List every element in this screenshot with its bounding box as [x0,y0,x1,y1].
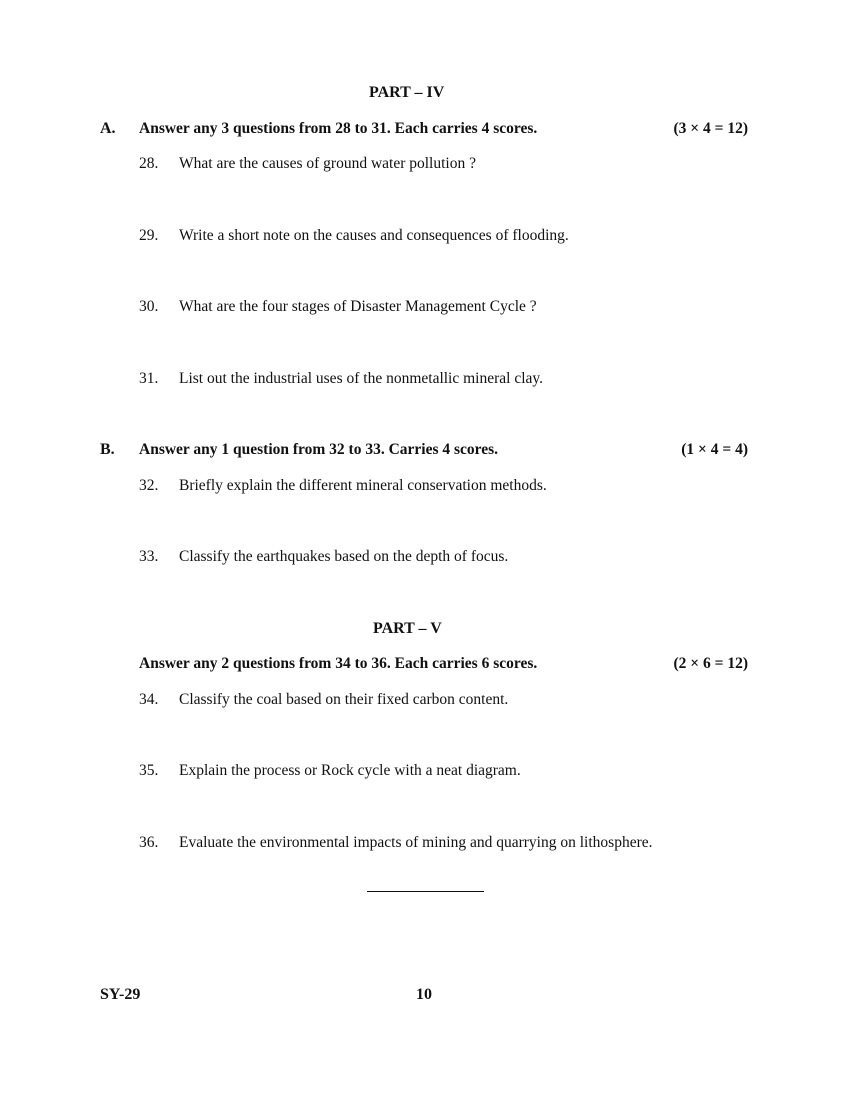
question-text: Evaluate the environmental impacts of mining and quarrying on lithosphere. [179,834,653,851]
question-number: 36. [139,834,159,851]
footer-code: SY-29 [100,986,141,1003]
question-text: Classify the earthquakes based on the depth of focus. [179,548,509,565]
question-text: Write a short note on the causes and consequences of flooding. [179,227,569,244]
section-b-letter: B. [100,441,115,458]
end-of-paper-rule [367,891,484,892]
question-text: Classify the coal based on their fixed carbon content. [179,691,509,708]
part-v-title: PART – V [373,620,442,637]
question-text: What are the causes of ground water pollution ? [179,155,476,172]
question-number: 30. [139,298,159,315]
question-number: 35. [139,762,159,779]
part-v-marks: (2 × 6 = 12) [673,655,748,672]
question-text: Explain the process or Rock cycle with a neat diagram. [179,762,521,779]
question-text: What are the four stages of Disaster Management Cycle ? [179,298,537,315]
section-b-marks: (1 × 4 = 4) [681,441,748,458]
question-number: 33. [139,548,159,565]
section-b-instruction: Answer any 1 question from 32 to 33. Carries 4 scores. [139,441,499,458]
part-iv-title: PART – IV [369,84,445,101]
question-number: 32. [139,477,159,494]
question-text: List out the industrial uses of the nonmetallic mineral clay. [179,370,544,387]
question-number: 28. [139,155,159,172]
section-a-marks: (3 × 4 = 12) [673,120,748,137]
part-v-instruction: Answer any 2 questions from 34 to 36. Each carries 6 scores. [139,655,538,672]
footer-page-number: 10 [416,986,432,1003]
section-a-instruction: Answer any 3 questions from 28 to 31. Each carries 4 scores. [139,120,538,137]
question-number: 34. [139,691,159,708]
question-text: Briefly explain the different mineral conservation methods. [179,477,547,494]
question-number: 31. [139,370,159,387]
question-number: 29. [139,227,159,244]
section-a-letter: A. [100,120,116,137]
